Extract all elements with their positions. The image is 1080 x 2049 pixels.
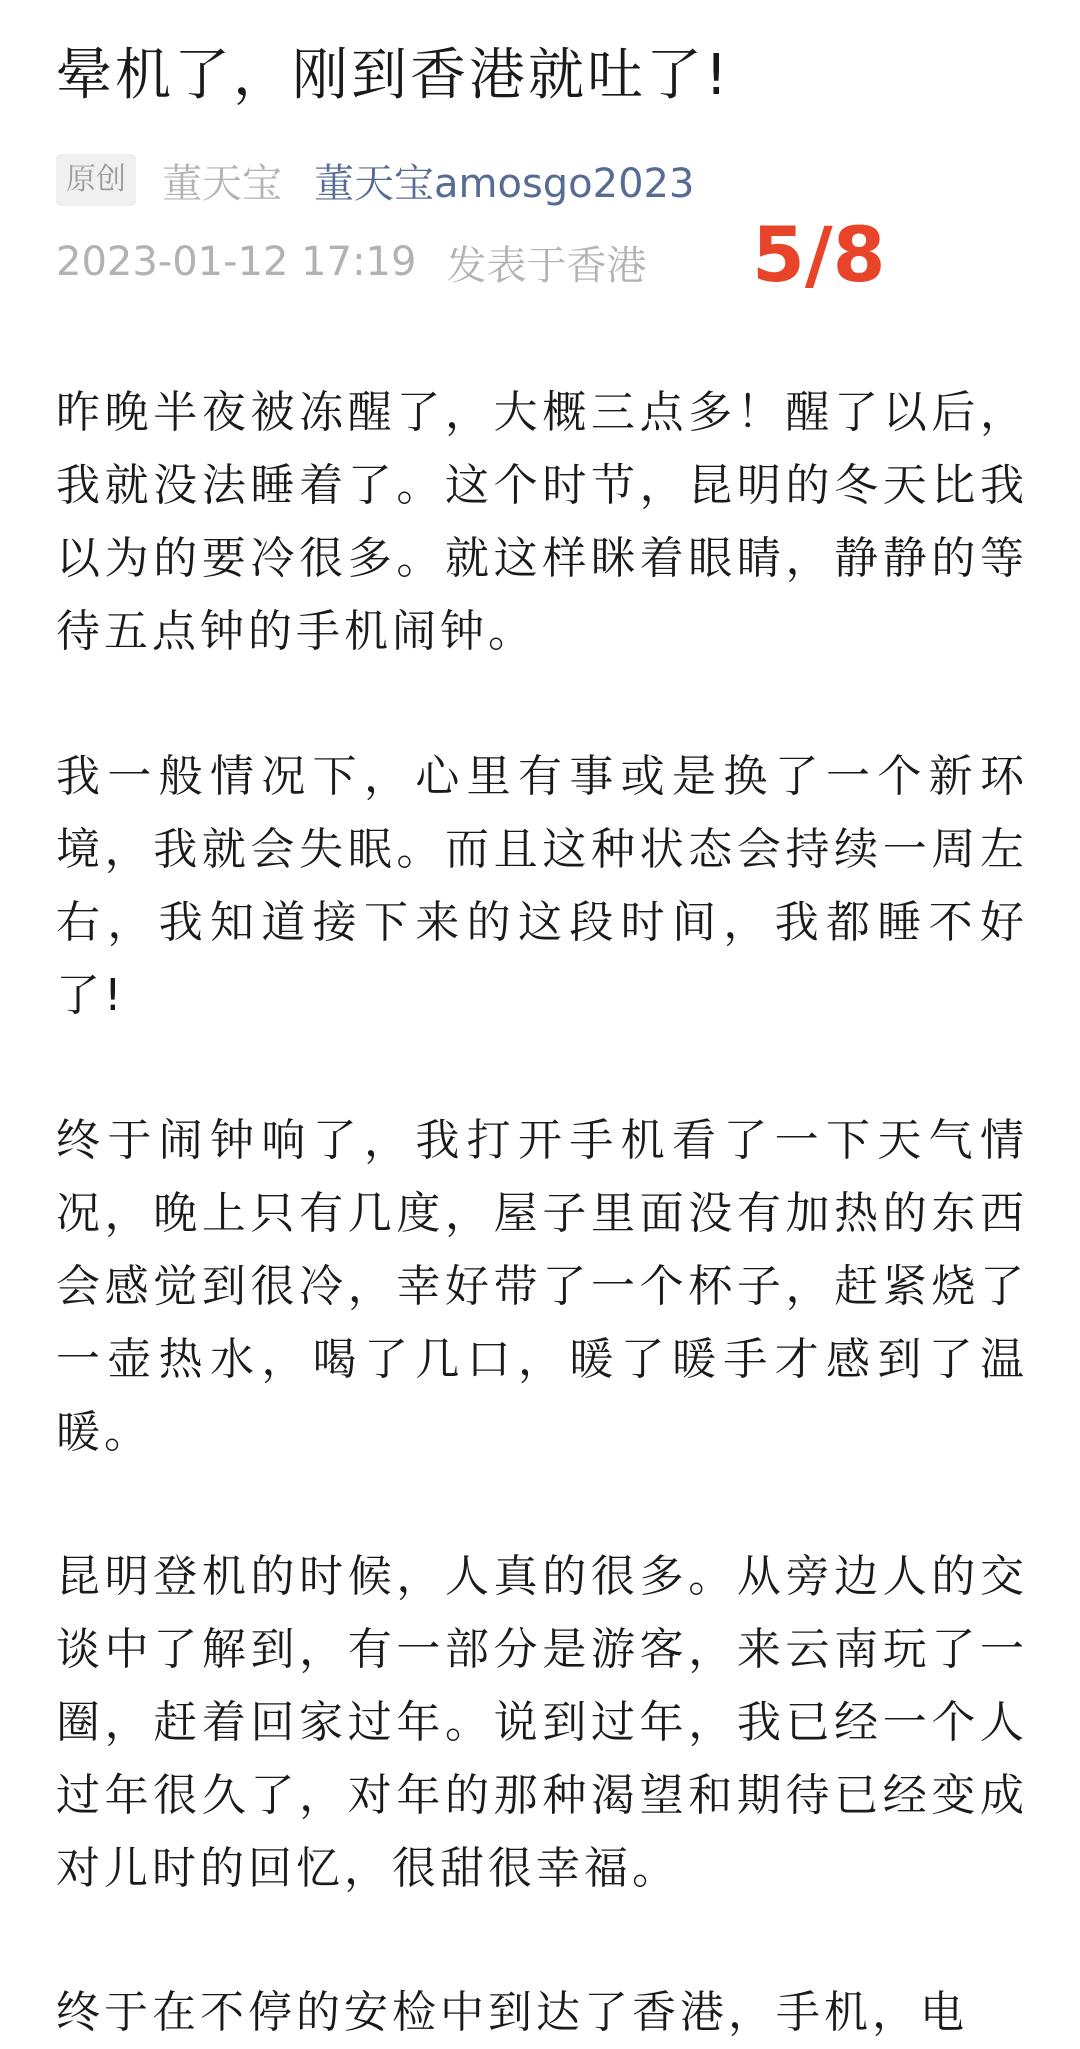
article-meta — [56, 152, 694, 208]
article-paragraph: 我一般情况下，心里有事或是换了一个新环境，我就会失眠。而且这种状态会持续一周左右，我知道接下来的这段时间，我都睡不好了! — [56, 751, 1028, 1021]
publish-info — [56, 232, 646, 292]
article-paragraph: 昆明登机的时候，人真的很多。从旁边人的交谈中了解到，有一部分是游客，来云南玩了一圈，赶着回家过年。说到过年，我已经一个人过年很久了，对年的那种渴望和期待已经变成对儿时的回忆，很甜很幸福。 — [56, 1551, 1028, 1894]
publish-date: 2023-01-12 17:19 — [56, 239, 417, 285]
page-counter: 5/8 — [752, 210, 886, 299]
article-paragraph: 昨晚半夜被冻醒了，大概三点多！醒了以后，我就没法睡着了。这个时节，昆明的冬天比我以为的要冷很多。就这样眯着眼睛，静静的等待五点钟的手机闹钟。 — [56, 387, 1028, 657]
article-paragraph: 终于在不停的安检中到达了香港，手机，电 — [56, 1987, 968, 2038]
original-badge: 原创 — [56, 154, 136, 206]
publish-location: 发表于香港 — [446, 242, 647, 289]
account-link[interactable]: 董天宝amosgo2023 — [314, 160, 695, 207]
article-paragraph: 终于闹钟响了，我打开手机看了一下天气情况，晚上只有几度，屋子里面没有加热的东西会感觉到很冷，幸好带了一个杯子，赶紧烧了一壶热水，喝了几口，暖了暖手才感到了温暖。 — [56, 1115, 1028, 1458]
author-name: 董天宝 — [162, 160, 282, 207]
article-title: 晕机了，刚到香港就吐了! — [56, 43, 731, 108]
